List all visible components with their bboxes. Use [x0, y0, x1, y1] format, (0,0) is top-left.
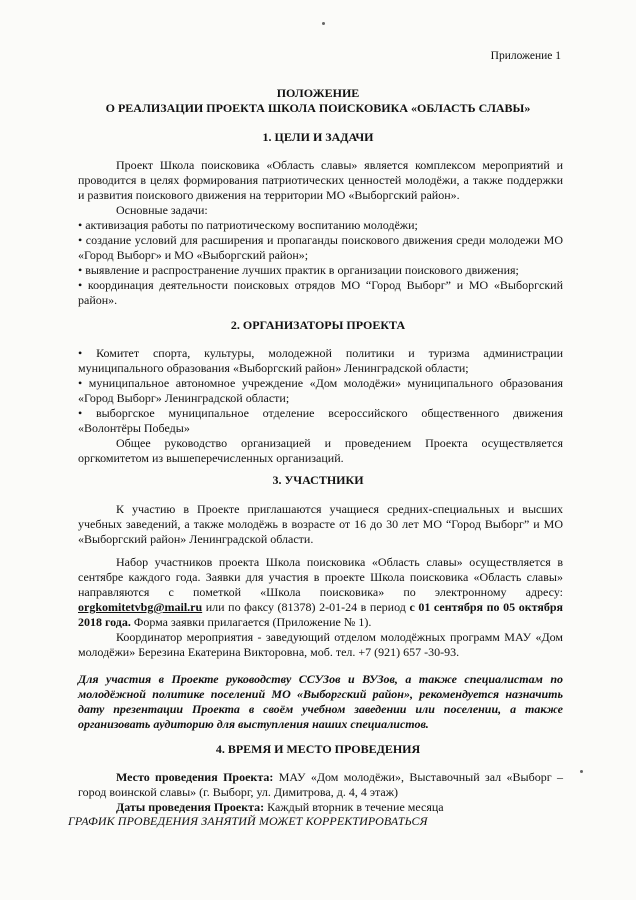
venue-body	[78, 770, 563, 815]
task-item: • выявление и распространение лучших практик в организации поискового движения;	[78, 263, 563, 278]
p2-start: Набор участников проекта Школа поисковика «Область славы» осуществляется в сентябре каждого года. Заявки для участия в проекте Школа поисковика «Область славы» направляются с пометкой «Школа поисковика» по электронному адресу:	[78, 555, 563, 599]
scan-speck	[580, 770, 583, 773]
goals-body	[78, 158, 563, 308]
heading-participants: 3. УЧАСТНИКИ	[272, 473, 364, 487]
organizer-item: • Комитет спорта, культуры, молодежной политики и туризма администрации муниципального образования «Выборгский район» Ленинградской области;	[78, 346, 563, 376]
goals-intro: Проект Школа поисковика «Область славы» является комплексом мероприятий и проводится в целях формирования патриотических ценностей молодёжи, а также поддержки и развития поискового движения на территории МО «Выборгский район».	[78, 158, 563, 202]
heading-goals: 1. ЦЕЛИ И ЗАДАЧИ	[262, 130, 374, 144]
place-value: МАУ «Дом молодёжи», Выставочный зал «Выборг – город воинской славы» (г. Выборг, ул. Димитрова, д. 4, 4 этаж)	[78, 770, 563, 799]
venue-dates	[78, 800, 563, 815]
heading-organizers: 2. ОРГАНИЗАТОРЫ ПРОЕКТА	[230, 318, 406, 332]
organizers-summary: Общее руководство организацией и проведением Проекта осуществляется оргкомитетом из вышеперечисленных организаций.	[78, 436, 563, 465]
application-period: с 01 сентября по 05 октября 2018 года.	[78, 600, 563, 629]
tasks-label: Основные задачи:	[116, 203, 208, 217]
email-link[interactable]: orgkomitetvbg@mail.ru	[78, 600, 203, 614]
title-line-1: ПОЛОЖЕНИЕ	[276, 86, 360, 100]
venue-place	[78, 770, 563, 800]
scan-speck	[322, 22, 325, 25]
schedule-note: ГРАФИК ПРОВЕДЕНИЯ ЗАНЯТИЙ МОЖЕТ КОРРЕКТИРОВАТЬСЯ	[68, 814, 428, 828]
dates-value: Каждый вторник в течение месяца	[264, 800, 444, 814]
heading-venue: 4. ВРЕМЯ И МЕСТО ПРОВЕДЕНИЯ	[215, 742, 421, 756]
p2-end: Форма заявки прилагается (Приложение № 1).	[130, 615, 372, 629]
organizers-body	[78, 346, 563, 466]
appendix-label: Приложение 1	[490, 50, 561, 62]
organizer-item: • выборгское муниципальное отделение всероссийского общественного движения «Волонтёры Победы»	[78, 406, 563, 436]
participants-p3: Координатор мероприятия - заведующий отделом молодёжных программ МАУ «Дом молодёжи» Березина Екатерина Викторовна, моб. тел. +7 (921) 657 -30-93.	[78, 630, 563, 659]
task-item: • координация деятельности поисковых отрядов МО “Город Выборг” и МО «Выборгский район».	[78, 278, 563, 308]
p2-mid: или по факсу (81378) 2-01-24 в период	[202, 600, 410, 614]
task-item: • создание условий для расширения и пропаганды поискового движения среди молодежи МО «Город Выборг» и МО «Выборгский район»;	[78, 233, 563, 263]
participants-body	[78, 502, 563, 660]
task-item: • активизация работы по патриотическому воспитанию молодёжи;	[78, 218, 563, 233]
place-label: Место проведения Проекта:	[116, 770, 274, 784]
title-line-2: О РЕАЛИЗАЦИИ ПРОЕКТА ШКОЛА ПОИСКОВИКА «ОБЛАСТЬ СЛАВЫ»	[105, 101, 531, 115]
organizer-item: • муниципальное автономное учреждение «Дом молодёжи» муниципального образования «Город Выборг» Ленинградской области;	[78, 376, 563, 406]
dates-label: Даты проведения Проекта:	[116, 800, 265, 814]
participants-p2	[78, 555, 563, 630]
participants-note: Для участия в Проекте руководству ССУЗов и ВУЗов, а также специалистам по молодёжной политике поселений МО «Выборгский район», рекомендуется назначить дату презентации Проекта в своём учебном заведении или поселении, а также организовать аудиторию для выступления наших специалистов.	[78, 672, 563, 731]
participants-p1: К участию в Проекте приглашаются учащиеся средних-специальных и высших учебных заведений, а также молодёжь в возрасте от 16 до 30 лет МО “Город Выборг” и МО «Выборгский район» Ленинградской области.	[78, 502, 563, 546]
document-title	[0, 86, 636, 116]
